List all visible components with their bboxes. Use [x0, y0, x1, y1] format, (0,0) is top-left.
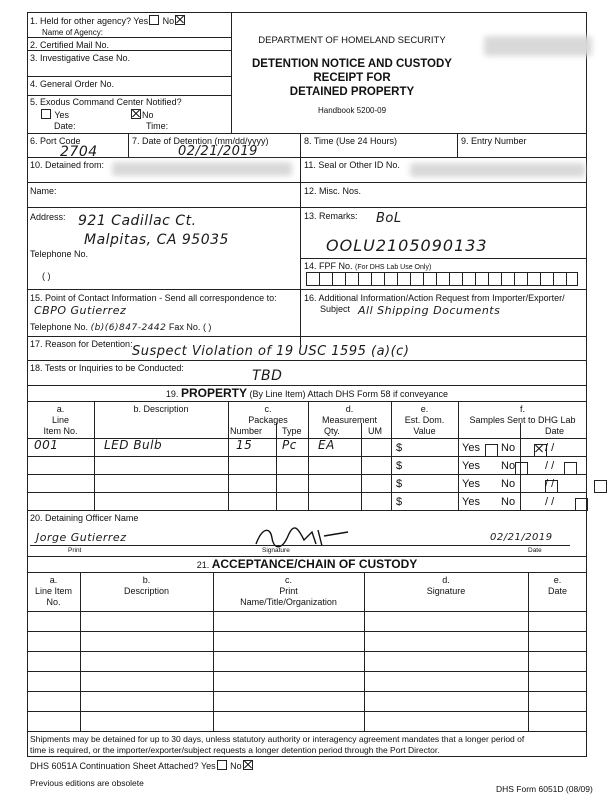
- row-dollar-sign: $: [396, 478, 403, 490]
- custody-col-b: b. Description: [123, 575, 170, 596]
- held-yes-checkbox[interactable]: [149, 15, 159, 25]
- sample-no-checkbox[interactable]: [594, 480, 607, 493]
- row-no-label: No: [501, 478, 516, 490]
- general-order-label: 4. General Order No.: [30, 79, 115, 89]
- exodus-label: 5. Exodus Command Center Notified?: [30, 97, 182, 107]
- row-yes-label: Yes: [462, 496, 480, 508]
- row-yes-label: Yes: [462, 478, 480, 490]
- exodus-time-label: Time:: [146, 121, 169, 131]
- remarks-label: 13. Remarks:: [304, 211, 358, 221]
- misc-nos-label: 12. Misc. Nos.: [304, 186, 362, 196]
- certified-mail-label: 2. Certified Mail No.: [30, 40, 110, 50]
- form-title-line1: DETENTION NOTICE AND CUSTODY: [252, 58, 452, 70]
- agency-name-label: Name of Agency:: [42, 28, 103, 37]
- date-caption: Date: [528, 547, 542, 554]
- sample-no-checkbox[interactable]: [564, 462, 577, 475]
- row-date-slashes: / /: [545, 460, 555, 472]
- address-line2: Malpitas, CA 95035: [84, 232, 229, 248]
- col-e-header: e. Est. Dom. Value: [404, 404, 445, 436]
- row-qty: EA: [318, 438, 335, 452]
- custody-col-a: a. Line Item No.: [34, 575, 73, 607]
- print-caption: Print: [68, 547, 82, 554]
- exodus-no-checkbox[interactable]: [131, 109, 141, 119]
- continuation-no-checkbox[interactable]: [243, 760, 253, 770]
- row-pkg-type: Pc: [282, 438, 297, 452]
- detained-from-label: 10. Detained from:: [30, 160, 105, 170]
- continuation-question: DHS 6051A Continuation Sheet Attached? Yes No: [30, 760, 254, 771]
- custody-col-c: c. Print Name/Title/Organization: [240, 575, 337, 607]
- row-no-label: No: [501, 496, 516, 508]
- additional-info-value: All Shipping Documents: [358, 304, 501, 317]
- row-no-label: No: [501, 460, 516, 472]
- held-no-checkbox[interactable]: [175, 15, 185, 25]
- row-date-slashes: / /: [545, 442, 555, 454]
- department-name: DEPARTMENT OF HOMELAND SECURITY: [258, 35, 446, 46]
- form-number: DHS Form 6051D (08/09): [496, 784, 593, 794]
- col-f-date: Date: [545, 426, 565, 436]
- col-c-header: c. Packages: [248, 404, 288, 425]
- fpf-boxes: [306, 272, 578, 286]
- additional-info-label2: Subject: [320, 304, 351, 314]
- col-d-um: UM: [368, 426, 382, 436]
- telephone-label: Telephone No.: [30, 249, 89, 259]
- row-dollar-sign: $: [396, 460, 403, 472]
- custody-col-e: e. Date: [547, 575, 567, 596]
- col-b-header: b. Description: [133, 404, 189, 414]
- custody-col-d: d. Signature: [426, 575, 466, 596]
- port-code-value: 2704: [60, 144, 98, 160]
- row-line-item: 001: [34, 438, 59, 452]
- signature-caption: Signature: [262, 547, 290, 554]
- form-title-line3: DETAINED PROPERTY: [289, 86, 415, 98]
- exodus-no: No: [130, 109, 154, 120]
- exodus-yes: Yes: [40, 109, 69, 120]
- officer-name-value: Jorge Gutierrez: [36, 531, 127, 544]
- redacted-detained-from: [112, 162, 292, 176]
- redacted-stamp: [484, 36, 592, 56]
- detention-date-label: 7. Date of Detention (mm/dd/yyyy): [132, 136, 269, 146]
- sample-yes-checkbox[interactable]: [575, 498, 588, 511]
- row-date-slashes: / /: [545, 478, 555, 490]
- row-yes-label: Yes: [462, 460, 480, 472]
- entry-number-label: 9. Entry Number: [461, 136, 527, 146]
- handbook-ref: Handbook 5200-09: [317, 106, 387, 115]
- remarks-value-2: OOLU2105090133: [326, 236, 488, 255]
- detention-notice-1: Shipments may be detained for up to 30 days, unless statutory authority or interagency agreement mandates that a longer period of: [30, 734, 525, 744]
- telephone-value: ( ): [42, 271, 51, 281]
- address-label: Address:: [30, 212, 66, 222]
- port-code-label: 6. Port Code: [30, 136, 81, 146]
- obsolete-note: Previous editions are obsolete: [30, 778, 144, 788]
- sample-yes-checkbox[interactable]: [485, 444, 498, 457]
- seal-id-label: 11. Seal or Other ID No.: [304, 160, 400, 170]
- officer-name-label: 20. Detaining Officer Name: [30, 513, 139, 523]
- custody-title: 21. ACCEPTANCE/CHAIN OF CUSTODY: [196, 557, 418, 571]
- address-line1: 921 Cadillac Ct.: [78, 213, 197, 229]
- sample-yes-checkbox[interactable]: [515, 462, 528, 475]
- row-dollar-sign: $: [396, 442, 403, 454]
- form-title-line2: RECEIPT FOR: [313, 72, 391, 84]
- property-title: 19. PROPERTY (By Line Item) Attach DHS Form 58 if conveyance: [165, 386, 449, 400]
- detention-notice-2: time is required, or the importer/exporter/subject requests a longer detention period through the Port Director.: [30, 745, 440, 755]
- detention-date-value: 02/21/2019: [178, 144, 258, 159]
- reason-value: Suspect Violation of 19 USC 1595 (a)(c): [132, 344, 410, 359]
- fpf-label: 14. FPF No. (For DHS Lab Use Only): [304, 261, 432, 271]
- poc-value: CBPO Gutierrez: [34, 304, 127, 317]
- col-c-type: Type: [282, 426, 302, 436]
- continuation-yes-checkbox[interactable]: [217, 760, 227, 770]
- name-label: Name:: [30, 186, 57, 196]
- investigative-case-label: 3. Investigative Case No.: [30, 53, 131, 63]
- tests-label: 18. Tests or Inquiries to be Conducted:: [30, 363, 184, 373]
- col-d-qty: Qty.: [324, 426, 340, 436]
- row-yes-label: Yes: [462, 442, 480, 454]
- officer-date-value: 02/21/2019: [490, 532, 553, 543]
- row-pkg-number: 15: [236, 438, 253, 452]
- col-a-header: a. Line Item No.: [43, 404, 78, 436]
- reason-label: 17. Reason for Detention:: [30, 339, 133, 349]
- row-date-slashes: / /: [545, 496, 555, 508]
- exodus-yes-checkbox[interactable]: [41, 109, 51, 119]
- redacted-seal: [410, 163, 585, 177]
- col-c-number: Number: [230, 426, 263, 436]
- remarks-value-1: BoL: [376, 211, 402, 226]
- tests-value: TBD: [252, 368, 283, 384]
- poc-label: 15. Point of Contact Information - Send all correspondence to:: [30, 293, 277, 303]
- row-no-label: No: [501, 442, 516, 454]
- row-description: LED Bulb: [104, 438, 163, 452]
- additional-info-label: 16. Additional Information/Action Request from Importer/Exporter/: [304, 293, 565, 303]
- col-d-header: d. Measurement: [321, 404, 378, 425]
- exodus-date-label: Date:: [54, 121, 76, 131]
- row-dollar-sign: $: [396, 496, 403, 508]
- held-other-agency-label: 1. Held for other agency? Yes No: [30, 15, 186, 26]
- col-f-header: f. Samples Sent to DHG Lab: [469, 404, 576, 425]
- time-label: 8. Time (Use 24 Hours): [304, 136, 398, 146]
- poc-phone: Telephone No. (b)(6)847-2442 Fax No. ( ): [30, 322, 212, 333]
